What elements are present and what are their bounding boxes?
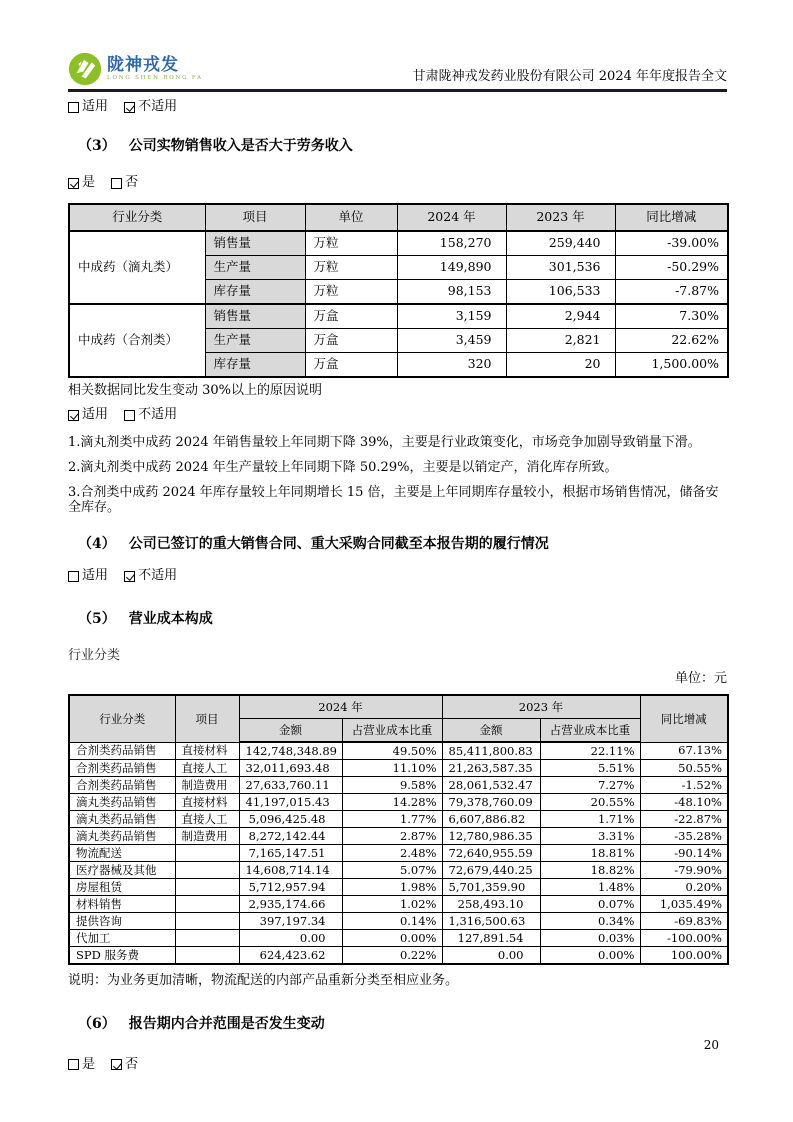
table-cell: 0.00% bbox=[540, 947, 640, 965]
table-cell: 物流配送 bbox=[69, 845, 175, 862]
industry-classification-label: 行业分类 bbox=[68, 647, 121, 663]
section-title: 公司实物销售收入是否大于劳务收入 bbox=[128, 137, 353, 154]
sales-volume-table bbox=[68, 203, 729, 378]
table-cell: 624,423.62 bbox=[239, 947, 342, 965]
checkbox-checked-icon bbox=[68, 410, 79, 421]
checkbox-unchecked-icon bbox=[68, 1059, 79, 1070]
variation-note-title: 相关数据同比发生变动 30%以上的原因说明 bbox=[68, 382, 323, 398]
table-cell: -90.14% bbox=[640, 845, 728, 862]
table-row bbox=[69, 777, 728, 794]
table-cell: 0.00 bbox=[442, 947, 540, 965]
table-cell bbox=[175, 879, 239, 896]
table-cell: 1,035.49% bbox=[640, 896, 728, 913]
table-cell: 0.34% bbox=[540, 913, 640, 930]
page-number: 20 bbox=[703, 1038, 719, 1052]
value-2023-cell: 2,821 bbox=[506, 328, 615, 352]
checkbox-not-applicable bbox=[124, 408, 177, 423]
checkbox-not-applicable bbox=[124, 100, 177, 115]
section-3-choice-row bbox=[68, 176, 727, 194]
table-cell: 12,780,986.35 bbox=[442, 828, 540, 845]
unit-cell: 万盒 bbox=[305, 352, 397, 377]
page-header bbox=[68, 46, 727, 92]
table-cell: 材料销售 bbox=[69, 896, 175, 913]
table-row bbox=[69, 913, 728, 930]
value-2023-cell: 259,440 bbox=[506, 231, 615, 256]
table-cell: 制造费用 bbox=[175, 777, 239, 794]
table-cell: 直接材料 bbox=[175, 742, 239, 760]
table-cell: 79,378,760.09 bbox=[442, 794, 540, 811]
section-4-heading bbox=[78, 536, 727, 552]
table-cell: 21,263,587.35 bbox=[442, 760, 540, 777]
table-cell bbox=[175, 862, 239, 879]
table-row bbox=[69, 760, 728, 777]
checkbox-label: 不适用 bbox=[138, 406, 178, 422]
category-cell: 中成药（合剂类） bbox=[69, 304, 205, 377]
table-cell: 258,493.10 bbox=[442, 896, 540, 913]
checkbox-no bbox=[111, 176, 138, 191]
col-header: 2024 年 bbox=[239, 695, 442, 719]
table-header-row bbox=[69, 695, 728, 719]
table-cell: 22.11% bbox=[540, 742, 640, 760]
section-6-choice-row bbox=[68, 1058, 727, 1076]
table-cell: 7,165,147.51 bbox=[239, 845, 342, 862]
table-cell: -22.87% bbox=[640, 811, 728, 828]
table-row bbox=[69, 862, 728, 879]
table-cell: 72,679,440.25 bbox=[442, 862, 540, 879]
col-header: 行业分类 bbox=[69, 695, 175, 742]
table-cell: 0.00% bbox=[342, 930, 442, 947]
col-header: 金额 bbox=[442, 719, 540, 743]
checkbox-unchecked-icon bbox=[68, 571, 79, 582]
table-cell: 8,272,142.44 bbox=[239, 828, 342, 845]
table-cell: 0.22% bbox=[342, 947, 442, 965]
table-cell: 5,701,359.90 bbox=[442, 879, 540, 896]
table-cell: 1,316,500.63 bbox=[442, 913, 540, 930]
checkbox-applicable bbox=[68, 408, 108, 423]
table-cell: 32,011,693.48 bbox=[239, 760, 342, 777]
table-cell: 7.27% bbox=[540, 777, 640, 794]
section-number: （3） bbox=[78, 137, 116, 154]
yoy-cell: 7.30% bbox=[615, 304, 728, 329]
table-cell bbox=[175, 930, 239, 947]
table-cell: 72,640,955.59 bbox=[442, 845, 540, 862]
section-number: （6） bbox=[78, 1016, 116, 1033]
table-row bbox=[69, 231, 728, 256]
yoy-cell: 22.62% bbox=[615, 328, 728, 352]
col-header: 行业分类 bbox=[69, 204, 205, 231]
company-logo-icon bbox=[68, 52, 102, 86]
checkbox-unchecked-icon bbox=[68, 102, 79, 113]
report-title: 甘肃陇神戎发药业股份有限公司 2024 年年度报告全文 bbox=[412, 69, 727, 84]
value-2023-cell: 301,536 bbox=[506, 255, 615, 279]
page-content bbox=[68, 100, 727, 1075]
checkbox-label: 不适用 bbox=[138, 567, 178, 583]
table-cell: 代加工 bbox=[69, 930, 175, 947]
table-row bbox=[69, 845, 728, 862]
table-cell: 14.28% bbox=[342, 794, 442, 811]
cost-table-body bbox=[69, 742, 728, 964]
table-cell: 提供咨询 bbox=[69, 913, 175, 930]
checkbox-unchecked-icon bbox=[111, 178, 122, 189]
checkbox-label: 否 bbox=[125, 175, 139, 190]
col-header: 占营业成本比重 bbox=[540, 719, 640, 743]
checkbox-applicable bbox=[68, 569, 108, 584]
table-cell: 合剂类药品销售 bbox=[69, 742, 175, 760]
checkbox-label: 是 bbox=[82, 1056, 96, 1072]
checkbox-yes bbox=[68, 1058, 95, 1073]
section-title: 营业成本构成 bbox=[128, 610, 213, 627]
section-4-choice-row bbox=[68, 569, 727, 587]
checkbox-label: 是 bbox=[82, 175, 96, 190]
section-5-heading bbox=[78, 611, 727, 627]
checkbox-no bbox=[111, 1058, 138, 1073]
table-cell: 直接人工 bbox=[175, 760, 239, 777]
section-6-heading bbox=[78, 1016, 727, 1032]
checkbox-label: 适用 bbox=[82, 406, 109, 422]
item-cell: 生产量 bbox=[205, 255, 305, 279]
value-2023-cell: 20 bbox=[506, 352, 615, 377]
table-cell: 1.48% bbox=[540, 879, 640, 896]
table-cell: 滴丸类药品销售 bbox=[69, 794, 175, 811]
table-cell: 直接人工 bbox=[175, 811, 239, 828]
checkbox-unchecked-icon bbox=[124, 410, 135, 421]
unit-cell: 万盒 bbox=[305, 304, 397, 329]
col-header: 2023 年 bbox=[442, 695, 640, 719]
table-row bbox=[69, 304, 728, 329]
section-title: 公司已签订的重大销售合同、重大采购合同截至本报告期的履行情况 bbox=[128, 535, 549, 552]
table-cell: -100.00% bbox=[640, 930, 728, 947]
section-3-heading bbox=[78, 138, 727, 154]
table-cell: 14,608,714.14 bbox=[239, 862, 342, 879]
cost-composition-table bbox=[68, 694, 729, 965]
table-row bbox=[69, 811, 728, 828]
table-cell: 28,061,532.47 bbox=[442, 777, 540, 794]
unit-note: 单位：元 bbox=[674, 670, 727, 686]
table-cell: 制造费用 bbox=[175, 828, 239, 845]
table-cell: 2.48% bbox=[342, 845, 442, 862]
col-header: 占营业成本比重 bbox=[342, 719, 442, 743]
section-number: （5） bbox=[78, 610, 116, 627]
table-cell bbox=[175, 845, 239, 862]
value-2023-cell: 2,944 bbox=[506, 304, 615, 329]
table-cell bbox=[175, 947, 239, 965]
table-cell bbox=[175, 896, 239, 913]
table-cell: 142,748,348.89 bbox=[239, 742, 342, 760]
table-cell: 直接材料 bbox=[175, 794, 239, 811]
table-row bbox=[69, 742, 728, 760]
item-cell: 销售量 bbox=[205, 304, 305, 329]
value-2024-cell: 149,890 bbox=[397, 255, 506, 279]
value-2024-cell: 320 bbox=[397, 352, 506, 377]
table-row bbox=[69, 794, 728, 811]
table-cell: 5.07% bbox=[342, 862, 442, 879]
table-cell: 1.71% bbox=[540, 811, 640, 828]
yoy-cell: -7.87% bbox=[615, 279, 728, 304]
col-header: 金额 bbox=[239, 719, 342, 743]
table-cell: -69.83% bbox=[640, 913, 728, 930]
table-cell: 0.20% bbox=[640, 879, 728, 896]
logo-chinese-name: 陇神戎发 bbox=[107, 54, 179, 75]
col-header: 2023 年 bbox=[506, 204, 615, 231]
category-cell: 中成药（滴丸类） bbox=[69, 231, 205, 304]
col-header: 同比增减 bbox=[615, 204, 728, 231]
table-cell bbox=[175, 913, 239, 930]
section-number: （4） bbox=[78, 535, 116, 552]
table-cell: 2.87% bbox=[342, 828, 442, 845]
table-cell: 397,197.34 bbox=[239, 913, 342, 930]
table-row bbox=[69, 828, 728, 845]
table-cell: 5.51% bbox=[540, 760, 640, 777]
checkbox-checked-icon bbox=[111, 1059, 122, 1070]
table-cell: 18.81% bbox=[540, 845, 640, 862]
applicability-row-top bbox=[68, 100, 727, 118]
variation-choice-row bbox=[68, 408, 727, 426]
table-row bbox=[69, 930, 728, 947]
table-cell: 滴丸类药品销售 bbox=[69, 811, 175, 828]
table-cell: 0.14% bbox=[342, 913, 442, 930]
table-cell: -48.10% bbox=[640, 794, 728, 811]
unit-cell: 万粒 bbox=[305, 279, 397, 304]
value-2023-cell: 106,533 bbox=[506, 279, 615, 304]
yoy-cell: -50.29% bbox=[615, 255, 728, 279]
unit-cell: 万粒 bbox=[305, 255, 397, 279]
table-row bbox=[69, 879, 728, 896]
table-row bbox=[69, 947, 728, 965]
table-cell: 0.00 bbox=[239, 930, 342, 947]
table-cell: 27,633,760.11 bbox=[239, 777, 342, 794]
table-cell: 2,935,174.66 bbox=[239, 896, 342, 913]
table-cell: -79.90% bbox=[640, 862, 728, 879]
variation-note-1: 1.滴丸剂类中成药 2024 年销售量较上年同期下降 39%，主要是行业政策变化，市场竞争加剧导致销量下滑。 bbox=[68, 434, 701, 450]
table-cell: 100.00% bbox=[640, 947, 728, 965]
unit-cell: 万盒 bbox=[305, 328, 397, 352]
item-cell: 库存量 bbox=[205, 352, 305, 377]
checkbox-checked-icon bbox=[68, 178, 79, 189]
company-logo bbox=[68, 52, 203, 86]
item-cell: 生产量 bbox=[205, 328, 305, 352]
col-header: 2024 年 bbox=[397, 204, 506, 231]
checkbox-label: 不适用 bbox=[138, 99, 178, 114]
table-cell: SPD 服务费 bbox=[69, 947, 175, 965]
table-cell: -35.28% bbox=[640, 828, 728, 845]
value-2024-cell: 98,153 bbox=[397, 279, 506, 304]
yoy-cell: -39.00% bbox=[615, 231, 728, 256]
table-cell: 1.98% bbox=[342, 879, 442, 896]
table-cell: 0.03% bbox=[540, 930, 640, 947]
col-header: 同比增减 bbox=[640, 695, 728, 742]
table-cell: 18.82% bbox=[540, 862, 640, 879]
item-cell: 销售量 bbox=[205, 231, 305, 256]
table-cell: 49.50% bbox=[342, 742, 442, 760]
unit-cell: 万粒 bbox=[305, 231, 397, 256]
table-cell: 41,197,015.43 bbox=[239, 794, 342, 811]
table-row bbox=[69, 896, 728, 913]
table-cell: 5,096,425.48 bbox=[239, 811, 342, 828]
checkbox-applicable bbox=[68, 100, 108, 115]
table-cell: 房屋租赁 bbox=[69, 879, 175, 896]
checkbox-label: 否 bbox=[125, 1056, 139, 1072]
checkbox-label: 适用 bbox=[82, 99, 109, 114]
table-cell: 滴丸类药品销售 bbox=[69, 828, 175, 845]
table-cell: 11.10% bbox=[342, 760, 442, 777]
checkbox-checked-icon bbox=[124, 571, 135, 582]
table-cell: 5,712,957.94 bbox=[239, 879, 342, 896]
col-header: 项目 bbox=[205, 204, 305, 231]
table-cell: 医疗器械及其他 bbox=[69, 862, 175, 879]
logo-english-name: LONG SHEN RONG FA bbox=[107, 74, 203, 81]
col-header: 项目 bbox=[175, 695, 239, 742]
value-2024-cell: 3,459 bbox=[397, 328, 506, 352]
table-cell: 1.02% bbox=[342, 896, 442, 913]
table-cell: 3.31% bbox=[540, 828, 640, 845]
table-header-row bbox=[69, 204, 728, 231]
cost-table-note: 说明：为业务更加清晰，物流配送的内部产品重新分类至相应业务。 bbox=[68, 973, 459, 989]
variation-note-2: 2.滴丸剂类中成药 2024 年生产量较上年同期下降 50.29%，主要是以销定产，消化库存所致。 bbox=[68, 459, 618, 475]
table-cell: 9.58% bbox=[342, 777, 442, 794]
table-cell: 1.77% bbox=[342, 811, 442, 828]
section-title: 报告期内合并范围是否发生变动 bbox=[128, 1016, 325, 1033]
table-cell: -1.52% bbox=[640, 777, 728, 794]
value-2024-cell: 3,159 bbox=[397, 304, 506, 329]
table-cell: 6,607,886.82 bbox=[442, 811, 540, 828]
variation-note-3: 3.合剂类中成药 2024 年库存量较上年同期增长 15 倍，主要是上年同期库存量较小，根据市场销售情况，储备安全库存。 bbox=[68, 484, 719, 515]
item-cell: 库存量 bbox=[205, 279, 305, 304]
yoy-cell: 1,500.00% bbox=[615, 352, 728, 377]
logo-wordmark bbox=[107, 54, 203, 82]
table-cell: 合剂类药品销售 bbox=[69, 760, 175, 777]
table-cell: 合剂类药品销售 bbox=[69, 777, 175, 794]
checkbox-checked-icon bbox=[124, 102, 135, 113]
checkbox-label: 适用 bbox=[82, 567, 109, 583]
col-header: 单位 bbox=[305, 204, 397, 231]
table-cell: 20.55% bbox=[540, 794, 640, 811]
table-cell: 0.07% bbox=[540, 896, 640, 913]
table-cell: 50.55% bbox=[640, 760, 728, 777]
checkbox-not-applicable bbox=[124, 569, 177, 584]
value-2024-cell: 158,270 bbox=[397, 231, 506, 256]
checkbox-yes bbox=[68, 176, 95, 191]
table-cell: 85,411,800.83 bbox=[442, 742, 540, 760]
table-cell: 127,891.54 bbox=[442, 930, 540, 947]
table-cell: 67.13% bbox=[640, 742, 728, 760]
